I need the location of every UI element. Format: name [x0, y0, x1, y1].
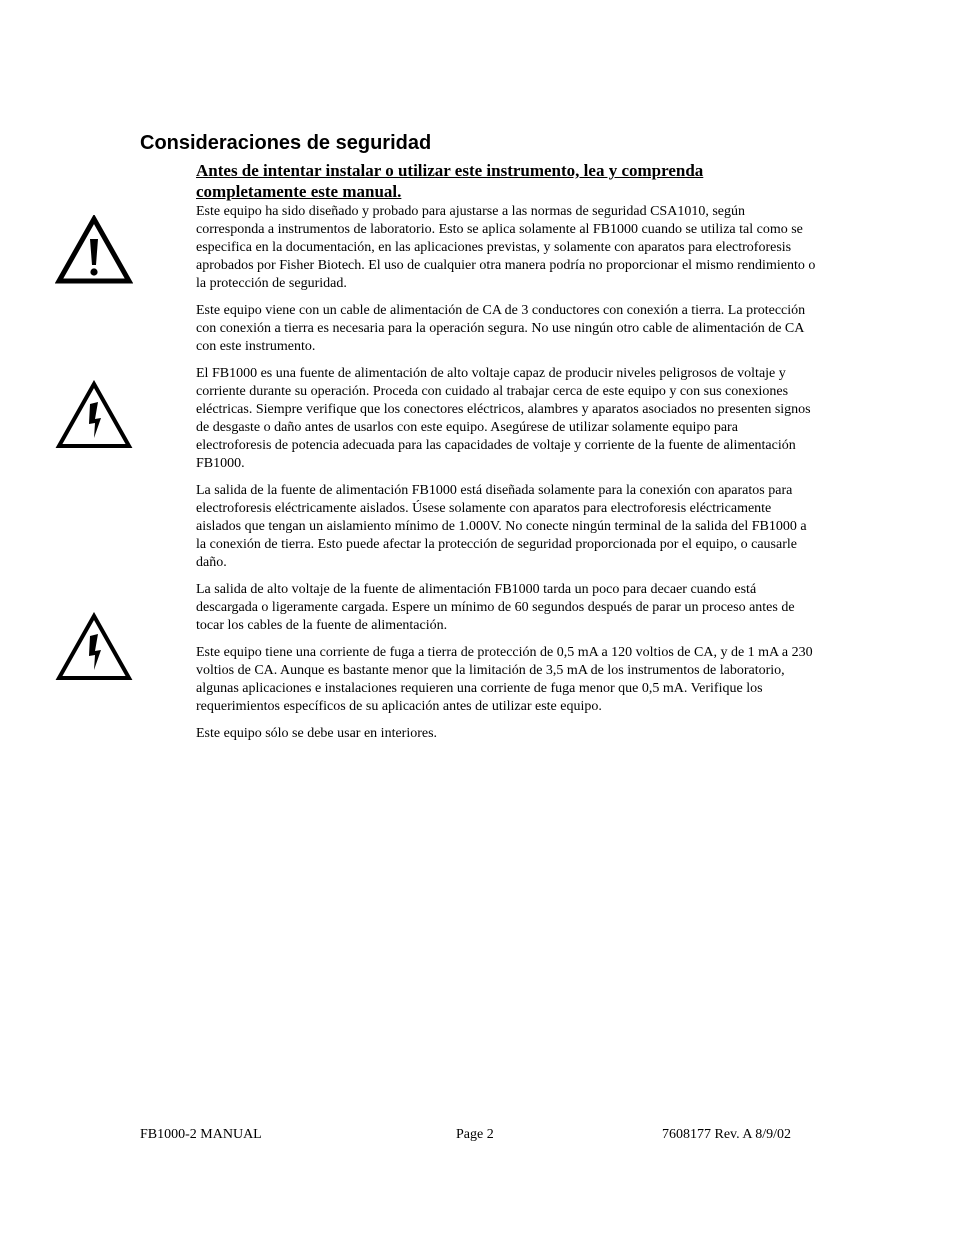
paragraph-discharge-time: La salida de alto voltaje de la fuente de alimentación FB1000 tarda un poco para decaer cuando está descargada o ligeramente cargada. Espere un mínimo de 60 segundos después de parar un proceso antes de tocar los cables de la fuente de alimentación. [196, 582, 795, 633]
page-title: Consideraciones de seguridad [140, 132, 432, 154]
safety-text-body [196, 203, 816, 752]
paragraph-power-cord: Este equipo viene con un cable de alimentación de CA de 3 conductores con conexión a tierra. La protección con conexión a tierra es necesaria para la operación segura. No use ningún otro cable de alimentación de CA con este instrumento. [196, 303, 806, 354]
footer-revision: 7608177 Rev. A 8/9/02 [662, 1127, 791, 1142]
electrical-hazard-icon [55, 612, 133, 682]
paragraph-leakage-current: Este equipo tiene una corriente de fuga a tierra de protección de 0,5 mA a 120 voltios de CA, y de 1 mA a 230 voltios de CA. Aunque es bastante menor que la limitación de 3,5 mA de los instrumentos de laboratorio, algunas aplicaciones e instalaciones requieren una corriente de fuga menor que 0,5 mA. Verifique los requerimientos específicos de su aplicación antes de utilizar este equipo. [196, 645, 813, 714]
paragraph-csa-compliance: Este equipo ha sido diseñado y probado para ajustarse a las normas de seguridad CSA1010, según corresponda a instrumentos de laboratorio. Esto se aplica solamente al FB1000 cuando se utiliza tal como se especifica en la documentación, en las aplicaciones previstas, y solamente con aparatos para electroforesis aprobados por Fisher Biotech. El uso de cualquier otra manera podría no proporcionar el mismo rendimiento o la protección de seguridad. [196, 204, 816, 291]
paragraph-isolated-apparatus: La salida de la fuente de alimentación FB1000 está diseñada solamente para la conexión con aparatos para electroforesis eléctricamente aislados. Úsese solamente con aparatos para electroforesis eléctricamente aislados que tengan un aislamiento mínimo de 1.000V. No conecte ningún terminal de la salida del FB1000 a la conexión de tierra. Esto puede afectar la protección de seguridad proporcionada por el equipo, o causarle daño. [196, 483, 807, 570]
footer-manual-name: FB1000-2 MANUAL [140, 1127, 262, 1142]
intro-warning-heading: Antes de intentar instalar o utilizar este instrumento, lea y comprenda completamente este manual. [196, 161, 704, 201]
paragraph-high-voltage: El FB1000 es una fuente de alimentación de alto voltaje capaz de producir niveles peligrosos de voltaje y corriente durante su operación. Proceda con cuidado al trabajar cerca de este equipo y con sus conexiones eléctricas. Siempre verifique que los conectores eléctricos, alambres y aparatos asociados no presenten signos de desgaste o daño antes de usarlos con este equipo. Asegúrese de utilizar solamente equipo para electroforesis de potencia adecuada para las capacidades de voltaje y corriente de la fuente de alimentación FB1000. [196, 366, 811, 471]
electrical-hazard-icon [55, 380, 133, 450]
paragraph-indoor-use: Este equipo sólo se debe usar en interiores. [196, 726, 438, 741]
footer-page-number: Page 2 [456, 1127, 494, 1142]
caution-exclamation-icon [55, 215, 133, 285]
